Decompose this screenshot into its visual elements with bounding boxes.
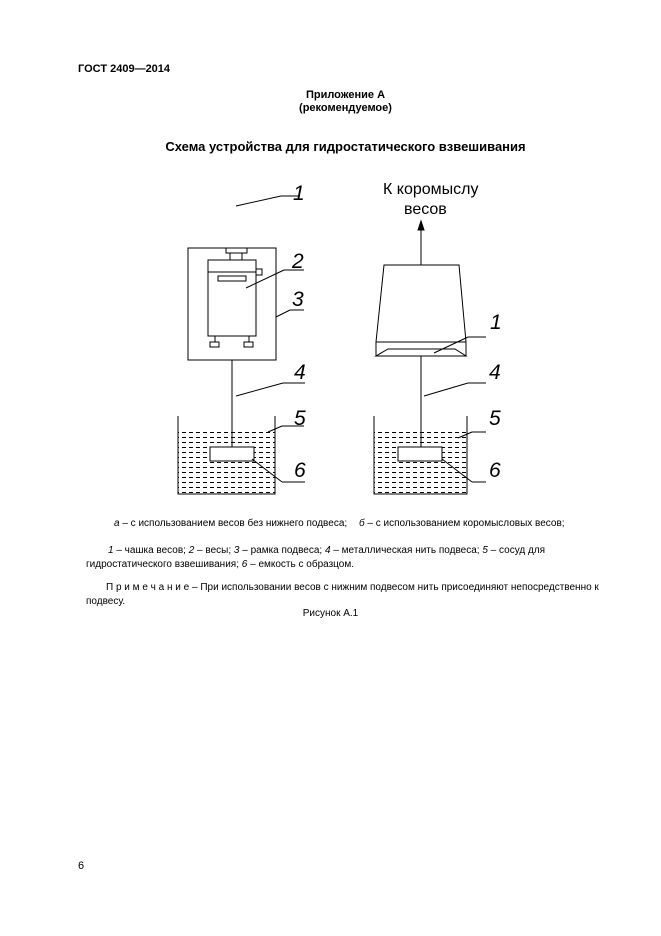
top-plate [226,248,247,253]
hanger-frame [376,265,466,342]
legend-n1: 1 [108,545,114,556]
page-number: 6 [78,860,85,872]
label-a-3: 3 [292,288,304,311]
caption-b-text: – с использованием коромысловых весов; [364,518,565,529]
label-b-5: 5 [489,407,501,430]
beam-label-line2: весов [404,201,447,218]
scheme-b [374,221,486,494]
sample-container [210,447,254,461]
note [86,581,616,609]
label-a-2: 2 [292,250,304,273]
caption-b [359,517,619,531]
scale-foot-left [210,342,219,347]
legend-t2: – весы; [194,545,234,556]
legend-t4: – металлическая нить подвеса; [330,545,483,556]
legend-n2: 2 [188,545,195,556]
standard-number: ГОСТ 2409—2014 [78,63,171,75]
appendix-subtitle: (рекомендуемое) [299,102,392,114]
beam-label-line1: К коромыслу [383,181,479,198]
label-a-4: 4 [294,361,306,384]
label-b-1: 1 [490,311,502,334]
scale-display [218,276,246,281]
scale-foot-right [244,342,253,347]
legend-n4: 4 [325,545,331,556]
legend-t5: – сосуд для гидростатического взвешивания; [86,545,546,570]
scale-body [208,272,256,336]
legend-t3: – рамка подвеса; [239,545,325,556]
label-a-5: 5 [294,407,306,430]
legend-n5: 5 [482,545,488,556]
scale-knob [256,269,262,275]
label-b-4: 4 [489,361,501,384]
caption-a-text: – с использованием весов без нижнего подвеса; [119,518,348,529]
appendix-heading [0,89,661,115]
note-label: П р и м е ч а н и е [106,582,190,593]
suspension-frame [188,248,276,360]
note-text: – При использовании весов с нижним подвесом нить присоединяют непосредственно к подвесу. [86,582,599,607]
caption-b-letter: б [359,518,365,529]
legend-n6: 6 [241,559,248,570]
sample-container-b [398,447,442,461]
arrow-up-icon [418,221,424,230]
appendix-title: Приложение А [305,89,386,101]
caption-a [86,517,356,531]
label-b-6: 6 [489,459,501,482]
label-a-6: 6 [294,459,306,482]
scale-top [208,260,256,272]
balance-pan [376,349,466,356]
figure-legend [86,544,606,572]
legend-n3: 3 [233,545,240,556]
caption-a-letter: а [114,518,120,529]
legend-t6: – емкость с образцом. [247,559,354,570]
figure-number: Рисунок А.1 [302,608,359,619]
legend-t1: – чашка весов; [113,545,189,556]
scheme-a [178,196,305,494]
figure-title: Схема устройства для гидростатического взвешивания [165,139,526,154]
label-a-1: 1 [293,182,305,205]
hydrostatic-weighing-diagram [0,170,661,505]
